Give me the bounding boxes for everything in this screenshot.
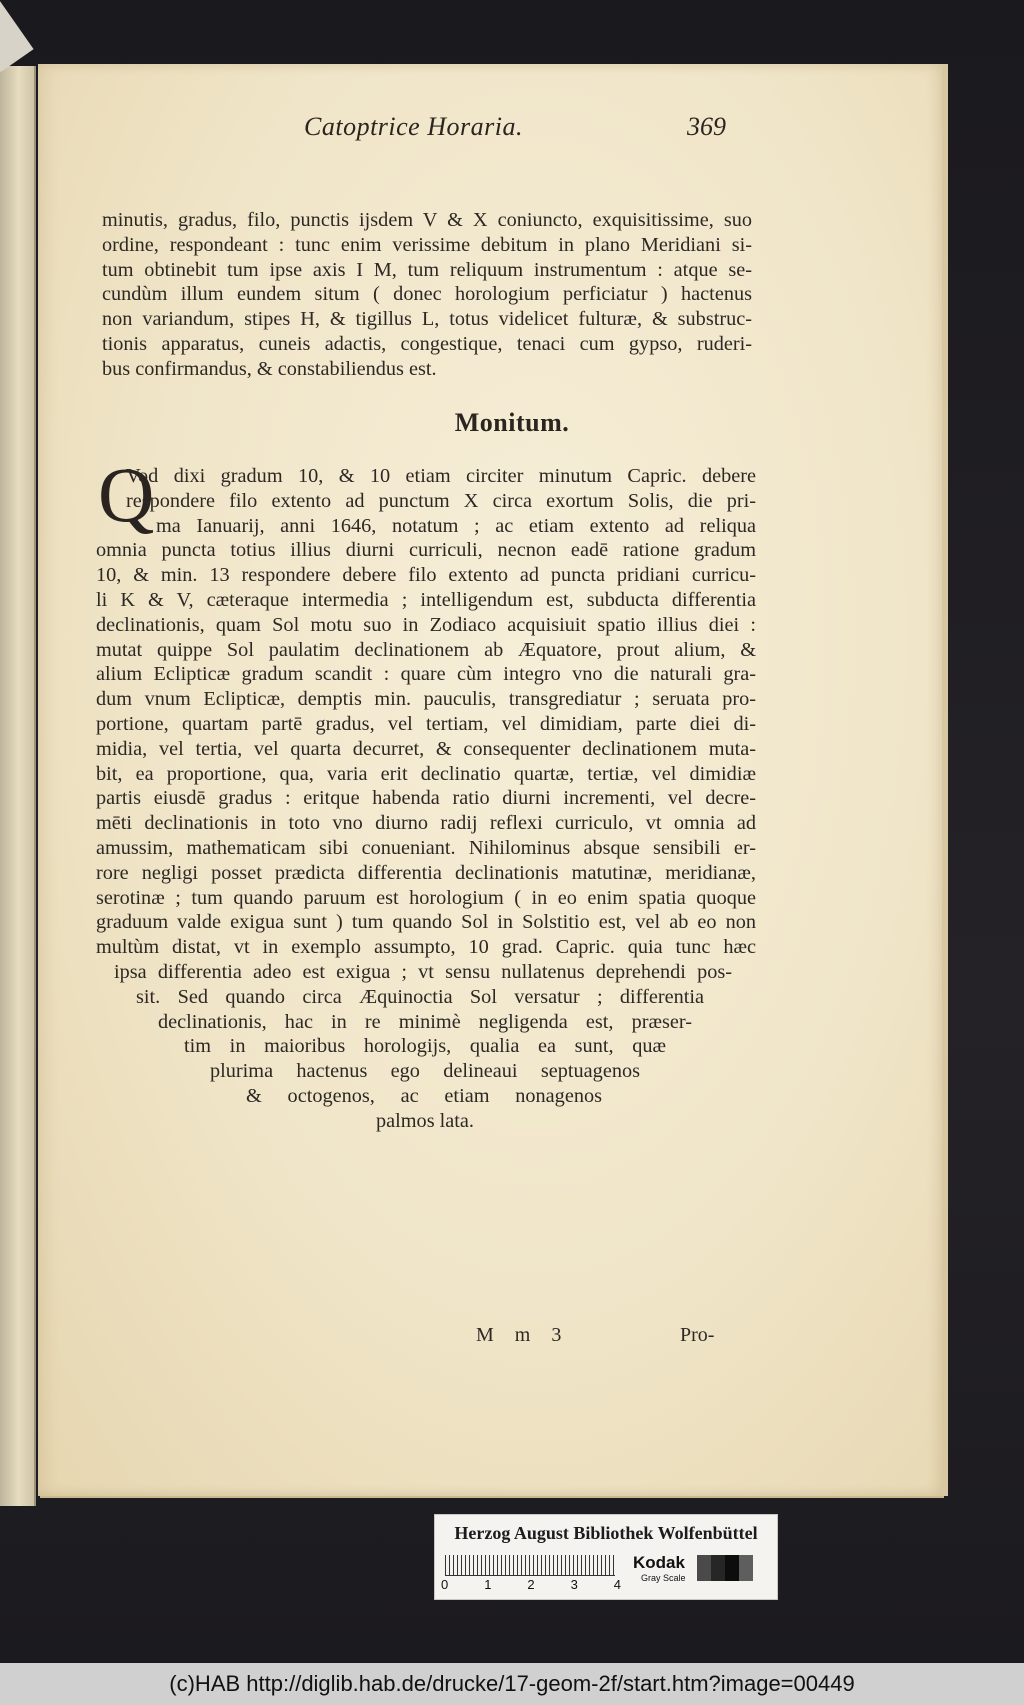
drop-cap: Q (98, 451, 155, 538)
kodak-gray-scale-label: Gray Scale (641, 1573, 686, 1583)
gray-swatch (725, 1555, 739, 1581)
text-line: & octogenos, ac etiam nonagenos (246, 1084, 602, 1107)
ruler-label: 0 (441, 1577, 449, 1592)
text-line: cundùm illum eundem situm ( donec horologium perficiatur ) hactenus (102, 283, 752, 306)
ruler-labels (441, 1577, 621, 1592)
text-line: omnia puncta totius illius diurni curriculi, necnon eadē ratione gradum (96, 539, 756, 562)
text-line: bus confirmandus, & constabiliendus est. (102, 357, 437, 380)
page-number: 369 (687, 112, 726, 141)
text-line: partis eiusdē gradus : eritque habenda ratio diurni incrementi, vel decre- (96, 787, 756, 810)
text-line: amussim, mathematicam sibi conueniant. Nihilominus absque sensibili er- (96, 836, 756, 859)
library-color-target (434, 1514, 778, 1600)
text-line: portione, quartam partē gradus, vel tertiam, vel dimidiam, parte diei di- (96, 712, 756, 735)
text-line: tum obtinebit tum ipse axis I M, tum reliquum instrumentum : atque se- (102, 258, 752, 281)
text-line: dum vnum Eclipticæ, demptis min. pauculis, transgrediatur ; seruata pro- (96, 688, 756, 711)
text-line: palmos lata. (376, 1109, 474, 1132)
text-line: li K & V, cæteraque intermedia ; intelligendum est, subducta differentia (96, 588, 756, 611)
signature-mark: M m 3 (476, 1324, 570, 1346)
text-line: plurima hactenus ego delineaui septuagenos (210, 1060, 640, 1083)
facing-page-edge (0, 66, 36, 1506)
text-line: non variandum, stipes H, & tigillus L, totus videlicet fulturæ, & substruc- (102, 308, 752, 331)
ruler-label: 3 (570, 1577, 578, 1592)
text-line: ipsa differentia adeo est exigua ; vt sensu nullatenus deprehendi pos- (114, 960, 732, 983)
monitum-paragraph (96, 464, 756, 1134)
scale-ruler (445, 1555, 615, 1576)
text-line: tionis apparatus, cuneis adactis, congestique, tenaci cum gypso, ruderi- (102, 332, 752, 355)
ruler-label: 1 (484, 1577, 492, 1592)
text-line: sit. Sed quando circa Æquinoctia Sol versatur ; differentia (136, 985, 704, 1008)
copyright-bar: (c)HAB http://diglib.hab.de/drucke/17-geom-2f/start.htm?image=00449 (0, 1663, 1024, 1705)
text-line: midia, vel tertia, vel quarta decurret, & consequenter declinationem muta- (96, 737, 756, 760)
text-line: alium Eclipticæ gradum scandit : quare cùm integro vno die naturali gra- (96, 663, 756, 686)
text-line: declinationis, hac in re minimè negligenda est, præser- (158, 1010, 692, 1033)
text-line: multùm distat, vt in exemplo assumpto, 10 grad. Capric. quia tunc hæc (96, 936, 756, 959)
text-line: 10, & min. 13 respondere debere filo extento ad puncta pridiani curricu- (96, 564, 756, 587)
text-line: serotinæ ; tum quando paruum est horologium ( in eo enim spatia quoque (96, 886, 756, 909)
text-line: respondere filo extento ad punctum X circa exortum Solis, die pri- (126, 489, 756, 512)
gray-swatch (697, 1555, 711, 1581)
text-line: mēti declinationis in toto vno diurno radij reflexi curriculo, vt omnia ad (96, 812, 756, 835)
text-line: ordine, respondeant : tunc enim verissime debitum in plano Meridiani si- (102, 233, 752, 256)
text-line: graduum valde exigua sunt ) tum quando Sol in Solstitio est, vel ab eo non (96, 911, 756, 934)
running-head (268, 108, 738, 148)
ruler-label: 4 (613, 1577, 621, 1592)
text-line: bit, ea proportione, qua, varia erit declinatio quartæ, tertiæ, vel dimidiæ (96, 762, 756, 785)
intro-paragraph (102, 208, 752, 382)
section-title: Monitum. (454, 408, 570, 437)
text-line: ma Ianuarij, anni 1646, notatum ; ac etiam extento ad reliqua (156, 514, 756, 537)
text-line: Vod dixi gradum 10, & 10 etiam circiter minutum Capric. debere (126, 465, 756, 487)
text-line: minutis, gradus, filo, punctis ijsdem V & X coniuncto, exquisitissime, suo (102, 209, 752, 231)
ruler-label: 2 (527, 1577, 535, 1592)
text-line: rore negligi posset prædicta differentia declinationis matutinæ, meridianæ, (96, 861, 756, 884)
catchword: Pro- (680, 1324, 715, 1346)
running-title: Catoptrice Horaria. (304, 112, 523, 141)
gray-swatch (711, 1555, 725, 1581)
gray-swatch (739, 1555, 753, 1581)
kodak-label: Kodak (633, 1553, 685, 1572)
library-name: Herzog August Bibliothek Wolfenbüttel (454, 1523, 758, 1543)
text-line: declinationis, quam Sol motu suo in Zodiaco acquisiuit spatio illius diei : (96, 613, 756, 636)
text-line: tim in maioribus horologijs, qualia ea sunt, quæ (184, 1035, 666, 1058)
text-line: mutat quippe Sol paulatim declinationem ab Æquatore, prout alium, & (96, 638, 756, 661)
